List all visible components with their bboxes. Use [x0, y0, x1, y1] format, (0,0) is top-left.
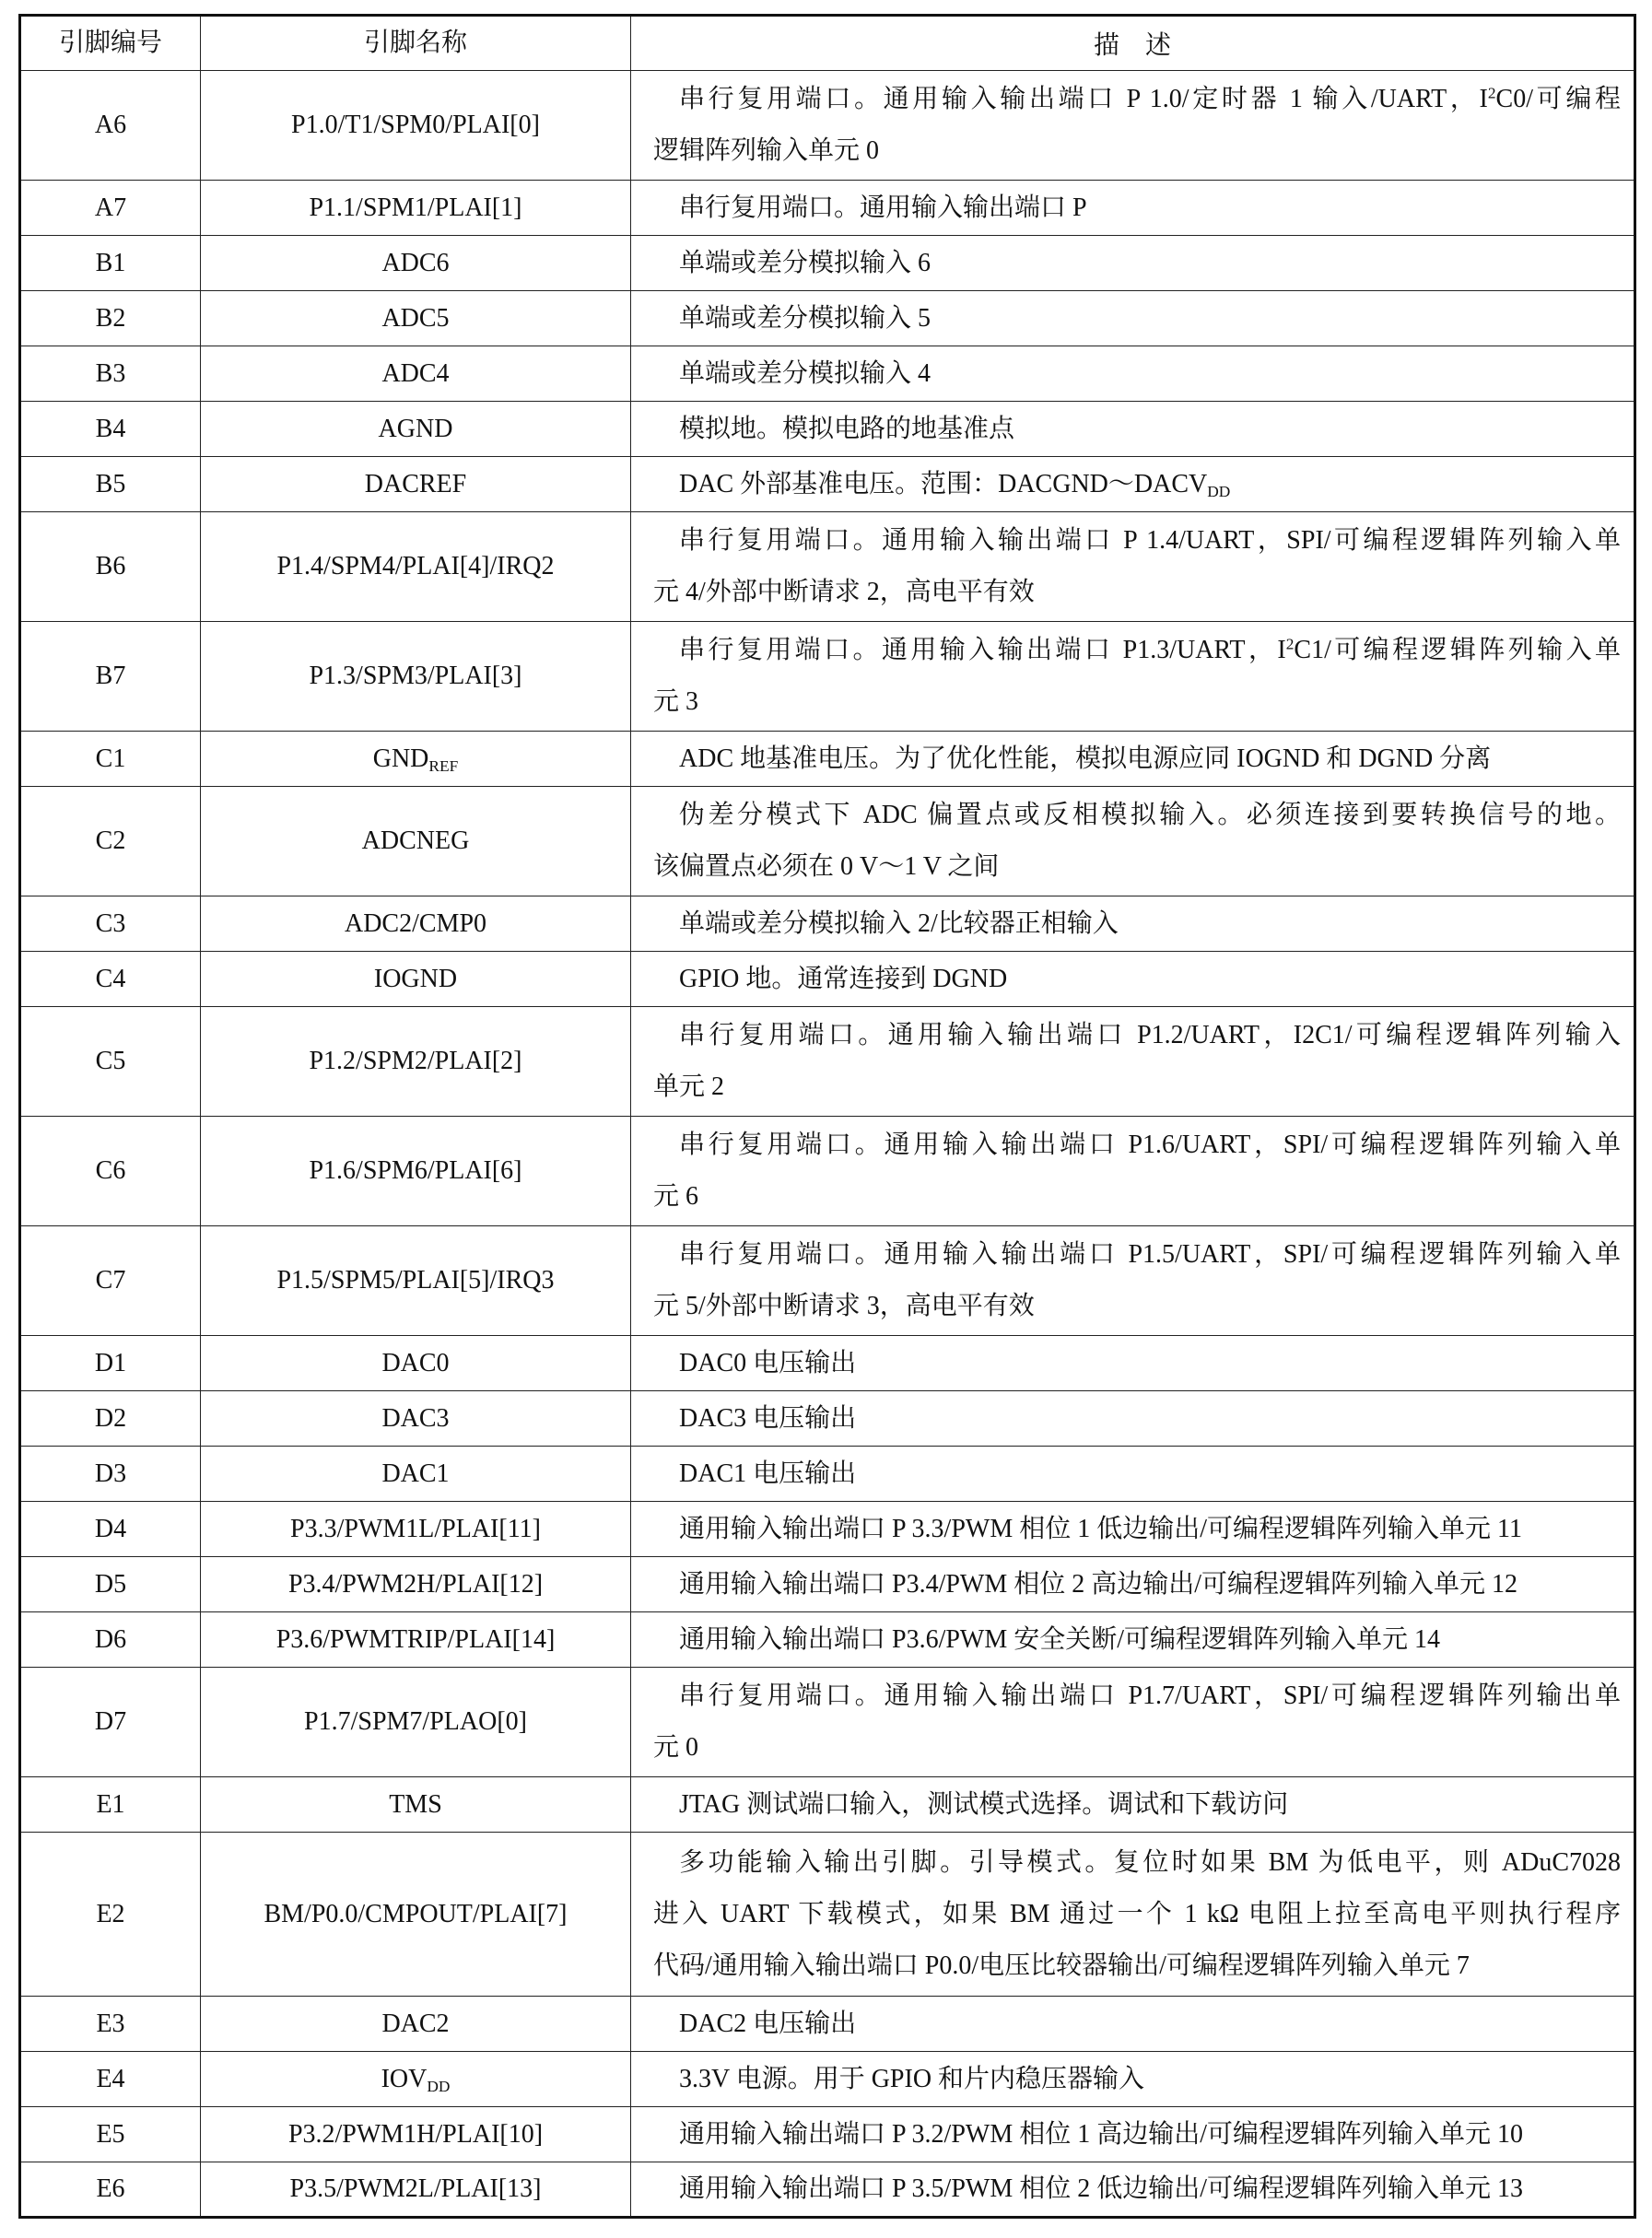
table-row: [20, 291, 1635, 346]
text-run: 元 0: [653, 1733, 699, 1762]
text-run: AGND: [378, 414, 453, 443]
description-line: [653, 182, 1621, 234]
pin-id-cell: B2: [20, 291, 201, 346]
description-line: [653, 1998, 1621, 2050]
text-run: ADCNEG: [361, 826, 470, 856]
table-row: [20, 2162, 1635, 2218]
description-cell: [631, 2107, 1635, 2162]
text-run: P1.2/SPM2/PLAI[2]: [309, 1047, 522, 1076]
header-pin-name: 引脚名称: [201, 16, 631, 71]
subscript-text: DD: [427, 2077, 451, 2095]
text-run: 通用输入输出端口 P 3.5/PWM 相位 2 低边输出/可编程逻辑阵列输入单元 13: [679, 2174, 1523, 2203]
description-cell: [631, 1391, 1635, 1447]
subscript-text: REF: [428, 756, 459, 775]
header-pin-id: 引脚编号: [20, 16, 201, 71]
text-run: 代码/通用输入输出端口 P0.0/电压比较器输出/可编程逻辑阵列输入单元 7: [653, 1951, 1470, 1980]
pin-id-cell: B7: [20, 622, 201, 732]
description-line: [653, 1559, 1621, 1611]
pin-id-cell: D5: [20, 1557, 201, 1612]
description-cell: [631, 402, 1635, 457]
pin-name-cell: [201, 1447, 631, 1502]
text-run: DAC1 电压输出: [679, 1459, 857, 1488]
table-row: [20, 1612, 1635, 1668]
description-cell: [631, 1336, 1635, 1391]
table-row: [20, 1833, 1635, 1997]
text-run: 元 3: [653, 687, 699, 716]
table-row: [20, 622, 1635, 732]
pin-id-cell: C6: [20, 1117, 201, 1226]
text-run: 单端或差分模拟输入 2/比较器正相输入: [679, 908, 1119, 938]
pin-table: [18, 14, 1636, 2219]
description-line: [653, 1889, 1621, 1940]
text-run: DAC2 电压输出: [679, 2009, 857, 2038]
text-run: 逻辑阵列输入单元 0: [653, 136, 880, 165]
text-run: 串行复用端口。通用输入输出端口 P1.7/UART，SPI/可编程逻辑阵列输出单: [679, 1681, 1621, 1710]
text-run: BM/P0.0/CMPOUT/PLAI[7]: [264, 1899, 568, 1928]
table-row: [20, 787, 1635, 896]
pin-id-cell: D3: [20, 1447, 201, 1502]
text-run: 单端或差分模拟输入 4: [679, 358, 931, 388]
subscript-text: DD: [1207, 482, 1231, 500]
pin-id-cell: B5: [20, 457, 201, 512]
text-run: P1.5/SPM5/PLAI[5]/IRQ3: [276, 1266, 555, 1295]
pin-name-cell: [201, 1833, 631, 1997]
text-run: 通用输入输出端口 P 3.2/PWM 相位 1 高边输出/可编程逻辑阵列输入单元 10: [679, 2119, 1523, 2149]
pin-id-cell: E5: [20, 2107, 201, 2162]
pin-name-cell: [201, 1007, 631, 1117]
description-line: [653, 74, 1621, 125]
description-cell: [631, 787, 1635, 896]
text-run: P3.4/PWM2H/PLAI[12]: [287, 1569, 544, 1599]
text-run: P1.0/T1/SPM0/PLAI[0]: [291, 111, 540, 140]
text-run: P3.2/PWM1H/PLAI[10]: [287, 2119, 544, 2149]
description-cell: [631, 71, 1635, 181]
text-run: 伪差分模式下 ADC 偏置点或反相模拟输入。必须连接到要转换信号的地。: [679, 801, 1621, 829]
description-line: [653, 1338, 1621, 1389]
pin-id-cell: E6: [20, 2162, 201, 2218]
text-run: GND: [372, 744, 429, 773]
description-line: [653, 1779, 1621, 1831]
table-row: [20, 1997, 1635, 2052]
description-cell: [631, 1447, 1635, 1502]
pin-name-cell: [201, 787, 631, 896]
text-run: 串行复用端口。通用输入输出端口 P: [679, 193, 1087, 222]
text-run: DAC0: [381, 1348, 450, 1377]
description-cell: [631, 896, 1635, 952]
table-row: [20, 402, 1635, 457]
description-cell: [631, 1997, 1635, 2052]
pin-name-cell: [201, 1502, 631, 1557]
text-run: 进入 UART 下载模式，如果 BM 通过一个 1 kΩ 电阻上拉至高电平则执行程序: [653, 1899, 1621, 1928]
description-cell: [631, 1557, 1635, 1612]
pin-id-cell: C4: [20, 952, 201, 1007]
description-line: [653, 1061, 1621, 1113]
table-row: [20, 1391, 1635, 1447]
text-run: P3.3/PWM1L/PLAI[11]: [290, 1514, 541, 1543]
pin-name-cell: [201, 1336, 631, 1391]
text-run: P3.6/PWMTRIP/PLAI[14]: [275, 1624, 556, 1654]
header-row: [20, 16, 1635, 71]
text-run: C1/可编程逻辑阵列输入单: [1294, 636, 1621, 664]
text-run: P1.7/SPM7/PLAO[0]: [304, 1707, 527, 1737]
table-row: [20, 1226, 1635, 1336]
description-line: [653, 567, 1621, 618]
pin-name-cell: [201, 732, 631, 787]
description-line: [653, 733, 1621, 785]
table-row: [20, 2107, 1635, 2162]
description-line: [653, 1722, 1621, 1774]
table-row: [20, 952, 1635, 1007]
text-run: P1.1/SPM1/PLAI[1]: [309, 193, 522, 222]
description-line: [653, 954, 1621, 1005]
pin-id-cell: D1: [20, 1336, 201, 1391]
text-run: 3.3V 电源。用于 GPIO 和片内稳压器输入: [679, 2064, 1145, 2093]
pin-name-cell: [201, 181, 631, 236]
pin-name-cell: [201, 896, 631, 952]
description-line: [653, 898, 1621, 950]
description-cell: [631, 457, 1635, 512]
description-line: [653, 1010, 1621, 1061]
pin-id-cell: E1: [20, 1777, 201, 1833]
pin-name-cell: [201, 1997, 631, 2052]
description-cell: [631, 346, 1635, 402]
text-run: P3.5/PWM2L/PLAI[13]: [289, 2174, 542, 2204]
text-run: 单元 2: [653, 1072, 725, 1101]
description-line: [653, 1393, 1621, 1445]
description-line: [653, 1448, 1621, 1500]
text-run: ADC6: [381, 248, 450, 277]
text-run: 通用输入输出端口 P3.4/PWM 相位 2 高边输出/可编程逻辑阵列输入单元 12: [679, 1569, 1518, 1599]
pin-name-cell: [201, 512, 631, 622]
pin-table-header: [20, 16, 1635, 71]
pin-name-cell: [201, 1668, 631, 1777]
pin-id-cell: E2: [20, 1833, 201, 1997]
pin-id-cell: D7: [20, 1668, 201, 1777]
pin-name-cell: [201, 71, 631, 181]
table-row: [20, 896, 1635, 952]
text-run: JTAG 测试端口输入，测试模式选择。调试和下载访问: [679, 1789, 1289, 1819]
pin-name-cell: [201, 1612, 631, 1668]
description-line: [653, 1119, 1621, 1171]
table-row: [20, 2052, 1635, 2107]
table-row: [20, 1447, 1635, 1502]
description-line: [653, 1281, 1621, 1332]
description-cell: [631, 1117, 1635, 1226]
pin-name-cell: [201, 2052, 631, 2107]
pin-name-cell: [201, 952, 631, 1007]
table-row: [20, 181, 1635, 236]
description-cell: [631, 1612, 1635, 1668]
text-run: IOV: [381, 2064, 428, 2093]
description-cell: [631, 2162, 1635, 2218]
text-run: P1.4/SPM4/PLAI[4]/IRQ2: [276, 552, 555, 581]
text-run: 串行复用端口。通用输入输出端口 P1.5/UART，SPI/可编程逻辑阵列输入单: [679, 1240, 1621, 1269]
text-run: 串行复用端口。通用输入输出端口 P1.6/UART，SPI/可编程逻辑阵列输入单: [679, 1131, 1621, 1159]
text-run: ADC 地基准电压。为了优化性能，模拟电源应同 IOGND 和 DGND 分离: [679, 744, 1492, 773]
description-line: [653, 404, 1621, 455]
text-run: 串行复用端口。通用输入输出端口 P1.3/UART，I: [679, 636, 1286, 664]
description-line: [653, 125, 1621, 177]
text-run: IOGND: [373, 964, 458, 993]
table-row: [20, 1117, 1635, 1226]
text-run: 单端或差分模拟输入 5: [679, 303, 931, 333]
table-row: [20, 1668, 1635, 1777]
description-cell: [631, 2052, 1635, 2107]
text-run: 元 6: [653, 1182, 699, 1211]
text-run: ADC2/CMP0: [344, 908, 487, 938]
description-line: [653, 676, 1621, 728]
pin-id-cell: B4: [20, 402, 201, 457]
pin-name-cell: [201, 1557, 631, 1612]
description-line: [653, 238, 1621, 289]
description-cell: [631, 1833, 1635, 1997]
description-line: [653, 1837, 1621, 1889]
text-run: 多功能输入输出引脚。引导模式。复位时如果 BM 为低电平，则 ADuC7028: [679, 1847, 1621, 1877]
pin-id-cell: D2: [20, 1391, 201, 1447]
description-line: [653, 459, 1621, 510]
text-run: TMS: [389, 1789, 442, 1819]
description-line: [653, 2163, 1621, 2215]
text-run: GPIO 地。通常连接到 DGND: [679, 964, 1008, 993]
pin-table-body: [20, 71, 1635, 2218]
pin-id-cell: A6: [20, 71, 201, 181]
description-line: [653, 1670, 1621, 1722]
text-run: DAC1: [381, 1459, 450, 1488]
pin-id-cell: E3: [20, 1997, 201, 2052]
text-run: DACREF: [364, 469, 467, 498]
description-line: [653, 2109, 1621, 2161]
pin-id-cell: B6: [20, 512, 201, 622]
text-run: P1.6/SPM6/PLAI[6]: [309, 1156, 522, 1186]
text-run: 元 4/外部中断请求 2，高电平有效: [653, 578, 1035, 606]
pin-name-cell: [201, 346, 631, 402]
superscript-text: 2: [1487, 84, 1496, 102]
pin-id-cell: D6: [20, 1612, 201, 1668]
pin-name-cell: [201, 291, 631, 346]
table-row: [20, 236, 1635, 291]
description-line: [653, 293, 1621, 345]
description-cell: [631, 622, 1635, 732]
text-run: 串行复用端口。通用输入输出端口 P1.2/UART，I2C1/可编程逻辑阵列输入: [679, 1021, 1621, 1049]
description-line: [653, 515, 1621, 567]
text-run: DAC3: [381, 1403, 450, 1433]
text-run: DAC0 电压输出: [679, 1348, 857, 1377]
description-line: [653, 1229, 1621, 1281]
pin-id-cell: C7: [20, 1226, 201, 1336]
description-cell: [631, 181, 1635, 236]
text-run: 模拟地。模拟电路的地基准点: [679, 414, 1015, 443]
description-line: [653, 1614, 1621, 1666]
table-row: [20, 1777, 1635, 1833]
text-run: C0/可编程: [1495, 85, 1621, 113]
description-line: [653, 2054, 1621, 2105]
description-cell: [631, 732, 1635, 787]
pin-name-cell: [201, 1777, 631, 1833]
pin-id-cell: C1: [20, 732, 201, 787]
pin-name-cell: [201, 2107, 631, 2162]
description-line: [653, 348, 1621, 400]
table-row: [20, 1502, 1635, 1557]
text-run: 通用输入输出端口 P3.6/PWM 安全关断/可编程逻辑阵列输入单元 14: [679, 1624, 1441, 1654]
description-line: [653, 1171, 1621, 1223]
description-cell: [631, 1007, 1635, 1117]
table-row: [20, 1007, 1635, 1117]
pin-name-cell: [201, 1391, 631, 1447]
pin-name-cell: [201, 402, 631, 457]
text-run: 元 5/外部中断请求 3，高电平有效: [653, 1292, 1035, 1320]
pin-id-cell: A7: [20, 181, 201, 236]
pin-id-cell: C5: [20, 1007, 201, 1117]
table-row: [20, 512, 1635, 622]
text-run: 串行复用端口。通用输入输出端口 P 1.4/UART，SPI/可编程逻辑阵列输入单: [679, 526, 1621, 555]
superscript-text: 2: [1285, 635, 1295, 653]
text-run: 单端或差分模拟输入 6: [679, 248, 931, 277]
description-line: [653, 1940, 1621, 1992]
pin-name-cell: [201, 457, 631, 512]
text-run: DAC 外部基准电压。范围：DACGND～DACV: [679, 469, 1208, 498]
pin-name-cell: [201, 2162, 631, 2218]
description-cell: [631, 1668, 1635, 1777]
table-row: [20, 346, 1635, 402]
table-row: [20, 457, 1635, 512]
description-line: [653, 625, 1621, 676]
text-run: ADC4: [381, 358, 450, 388]
description-cell: [631, 1226, 1635, 1336]
table-row: [20, 732, 1635, 787]
description-line: [653, 841, 1621, 893]
pin-name-cell: [201, 1226, 631, 1336]
table-row: [20, 1557, 1635, 1612]
description-cell: [631, 236, 1635, 291]
pin-name-cell: [201, 236, 631, 291]
description-cell: [631, 1777, 1635, 1833]
table-row: [20, 71, 1635, 181]
description-line: [653, 1504, 1621, 1555]
description-cell: [631, 1502, 1635, 1557]
description-cell: [631, 512, 1635, 622]
pin-name-cell: [201, 1117, 631, 1226]
pin-id-cell: D4: [20, 1502, 201, 1557]
text-run: 串行复用端口。通用输入输出端口 P 1.0/定时器 1 输入/UART，I: [679, 85, 1488, 113]
description-line: [653, 790, 1621, 841]
table-row: [20, 1336, 1635, 1391]
pin-id-cell: B3: [20, 346, 201, 402]
text-run: P1.3/SPM3/PLAI[3]: [309, 662, 522, 691]
text-run: DAC3 电压输出: [679, 1403, 857, 1433]
description-cell: [631, 952, 1635, 1007]
description-cell: [631, 291, 1635, 346]
pin-id-cell: E4: [20, 2052, 201, 2107]
pin-id-cell: C3: [20, 896, 201, 952]
pin-id-cell: B1: [20, 236, 201, 291]
pin-id-cell: C2: [20, 787, 201, 896]
text-run: 通用输入输出端口 P 3.3/PWM 相位 1 低边输出/可编程逻辑阵列输入单元 11: [679, 1514, 1522, 1543]
text-run: ADC5: [381, 303, 450, 333]
header-description: 描 述: [631, 16, 1635, 71]
text-run: DAC2: [381, 2009, 450, 2038]
text-run: 该偏置点必须在 0 V～1 V 之间: [653, 852, 1000, 881]
pin-name-cell: [201, 622, 631, 732]
